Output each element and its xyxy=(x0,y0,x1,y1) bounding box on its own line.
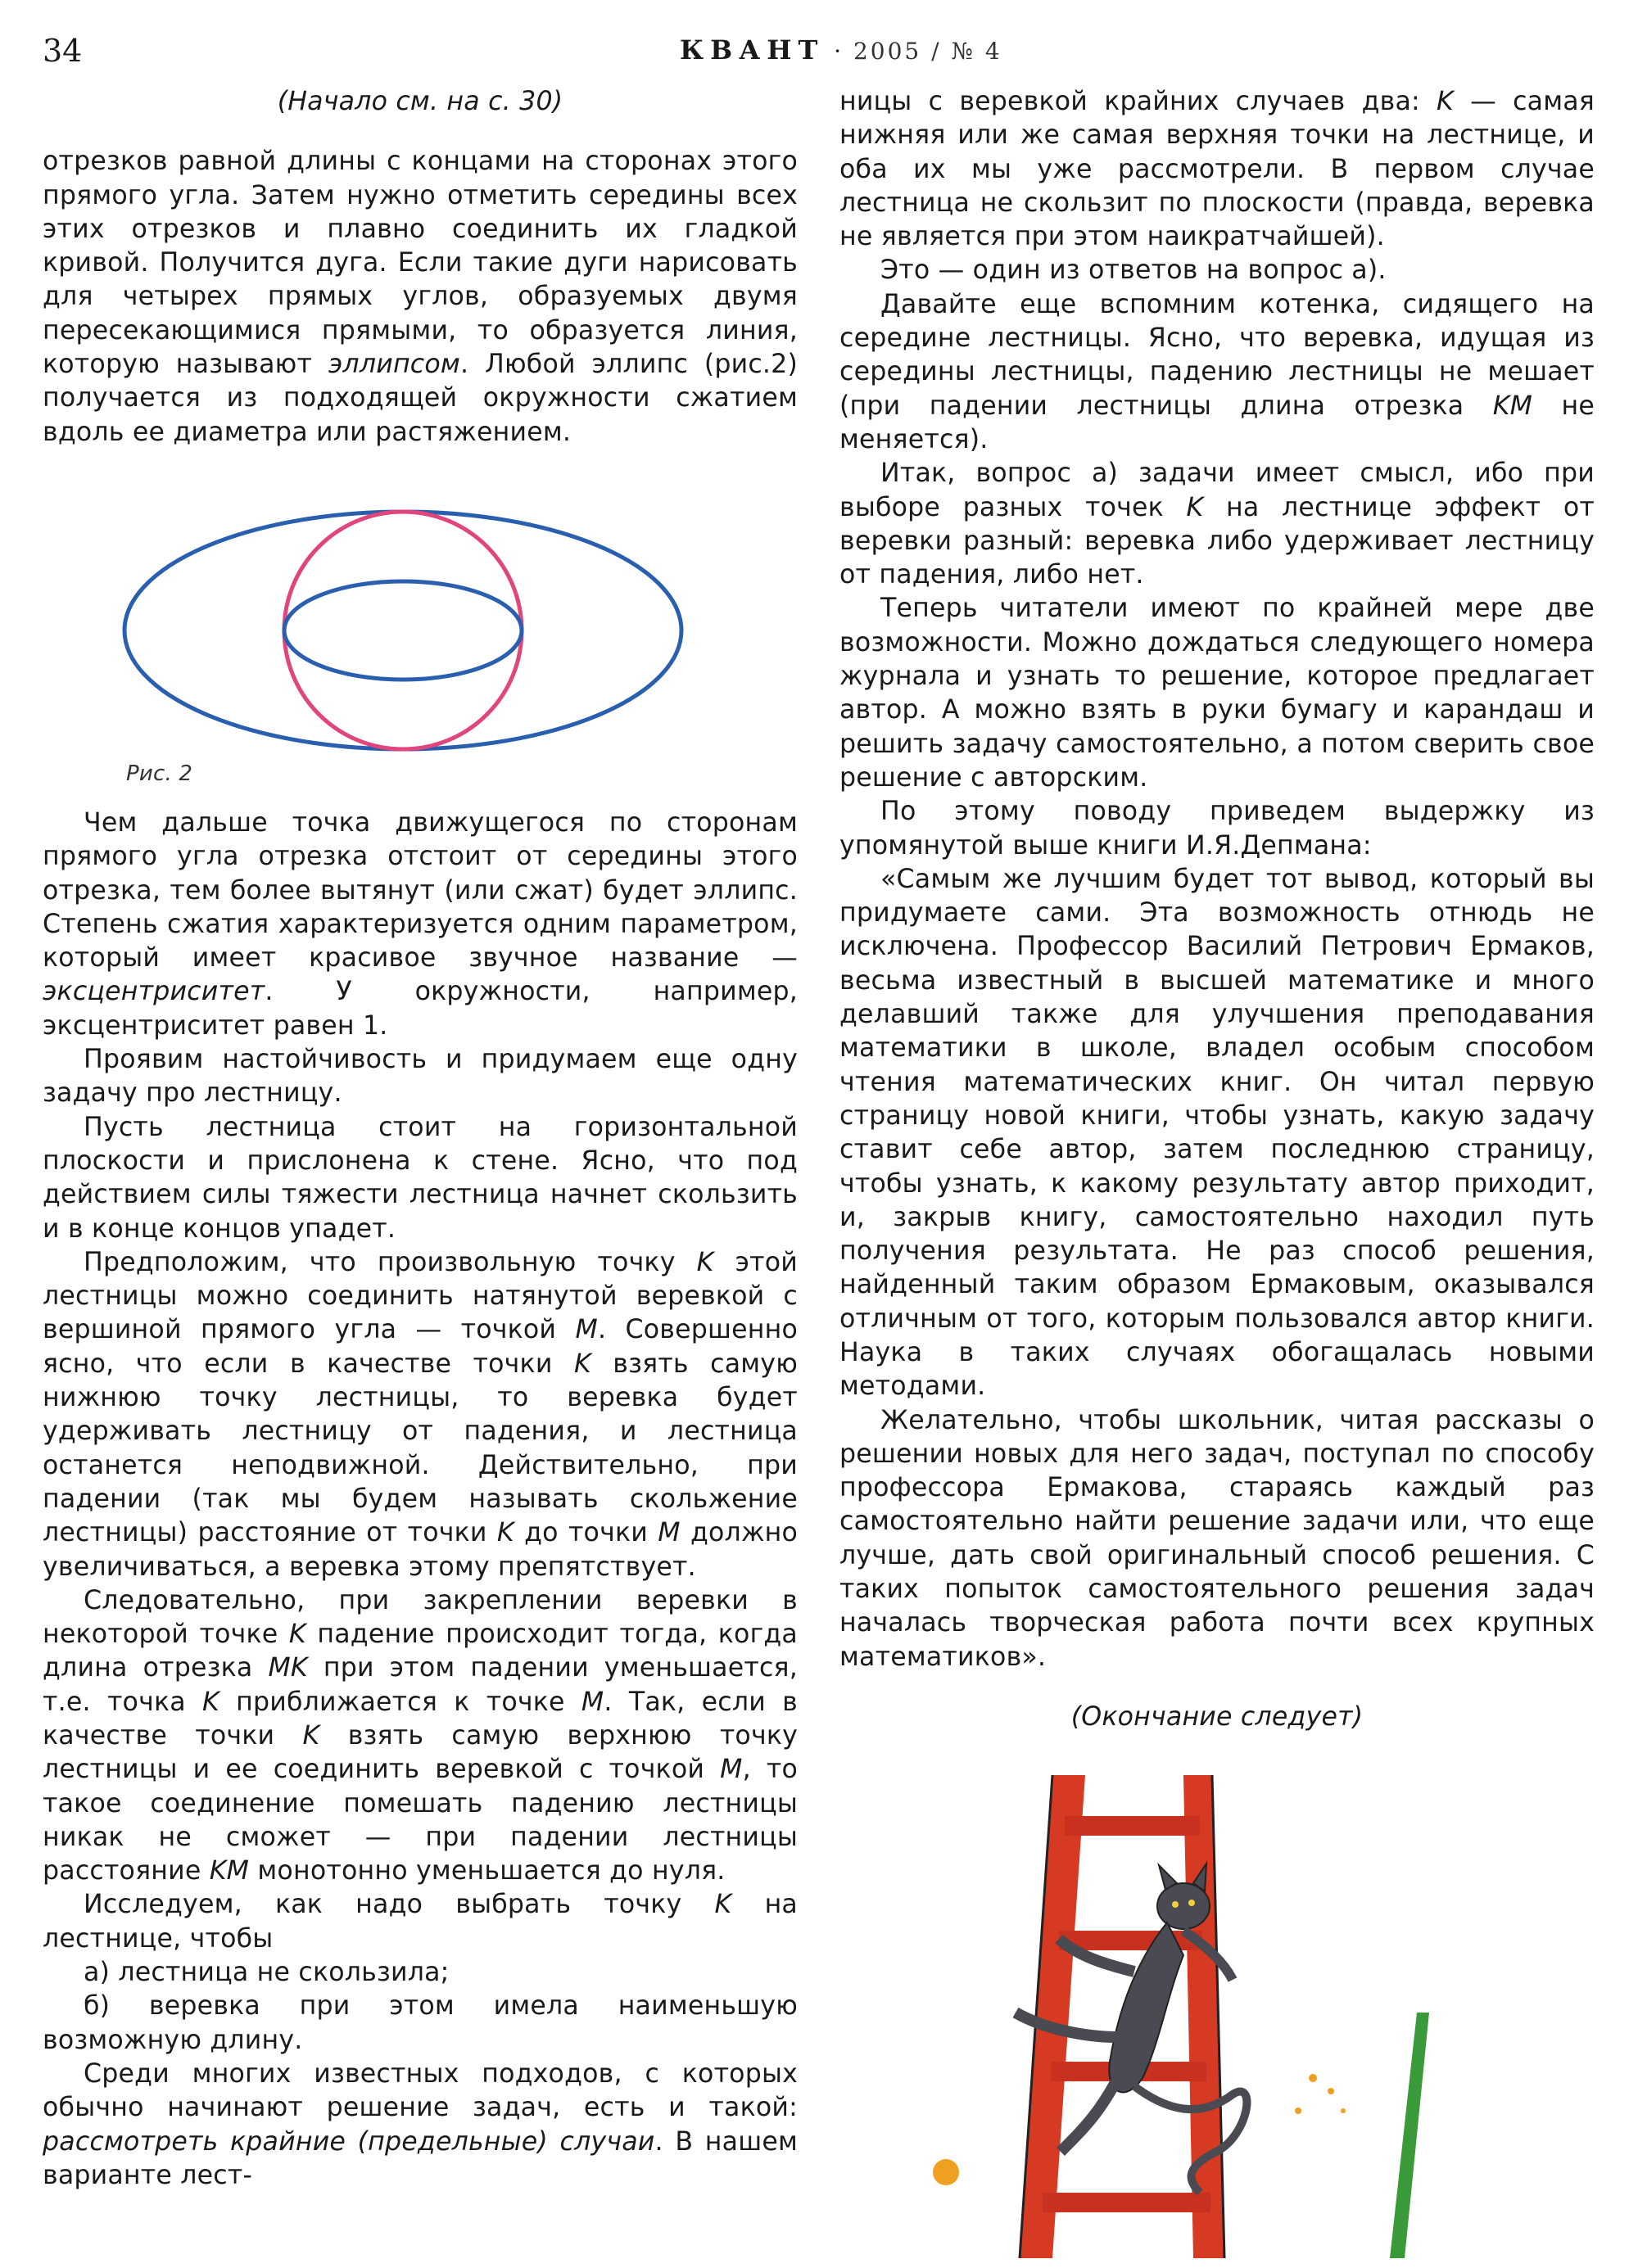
list-item: б) веревка при этом имела наименьшую возможную длину. xyxy=(43,1991,798,2055)
paragraph: Проявим настойчивость и придумаем еще одну задачу про лестницу. xyxy=(43,1045,798,1109)
figure-ellipses xyxy=(43,471,798,798)
ladder-cat-picture xyxy=(839,1767,1595,2258)
paragraph: Давайте еще вспомним котенка, сидящего на середине лестницы. Ясно, что веревка, идущая из середины лестницы, падению лестницы не мешает (при падении лестницы длина отрезка KM не меняется). xyxy=(839,289,1595,454)
paragraph: Среди многих известных подходов, с которых обычно начинают решение задач, есть и такой: рассмотреть крайние (предельные) случаи. В нашем варианте лест- xyxy=(43,2058,798,2190)
cat-on-ladder-illustration xyxy=(839,1767,1595,2225)
paragraph: Теперь читатели имеют по крайней мере две возможности. Можно дождаться следующего номера журнала и узнать то решение, которое предлагает автор. А можно взять в руки бумагу и карандаш и решить задачу самостоятельно, а потом сверить свое решение с авторским. xyxy=(839,594,1595,793)
orange-dot xyxy=(1328,2088,1334,2094)
paragraph: Чем дальше точка движущегося по сторонам прямого угла отрезка отстоит от середины этого отрезка, тем более вытянут (или сжат) будет эллипс. Степень сжатия характеризуется одним параметром, который имеет красивое звучное название — эксцентриситет. У окружности, например, эксцентриситет равен 1. xyxy=(43,807,798,1041)
ladder-rung xyxy=(1043,2193,1210,2212)
ellipse-diagram xyxy=(43,471,798,798)
orange-dot xyxy=(1341,2108,1346,2113)
orange-dot xyxy=(1309,2074,1317,2082)
paragraph: Исследуем, как надо выбрать точку K на лестнице, чтобы xyxy=(43,1890,798,1954)
paragraph: Это — один из ответов на вопрос а). xyxy=(880,255,1387,286)
to-be-continued: (Окончание следует) xyxy=(1070,1701,1364,1732)
issue-number: 2005 / № 4 xyxy=(853,38,1002,65)
paragraph: Желательно, чтобы школьник, читая рассказы о решении новых для него задач, поступал по способу профессора Ермакова, стараясь каждый раз самостоятельно найти решение задачи или, что еще лучше, дать свой оригинальный способ решения. С таких попыток самостоятельного решения задач началась творческая работа почти всех крупных математиков». xyxy=(839,1405,1595,1672)
inner-ellipse xyxy=(284,581,522,680)
right-column xyxy=(839,85,1595,2225)
paragraph: Следовательно, при закреплении веревки в некоторой точке K падение происходит тогда, когда длина отрезка MK при этом падении уменьшается, т.е. точка K приближается к точке M. Так, если в качестве точки K взять самую верхнюю точку лестницы и ее соединить веревкой с точкой M, то такое соединение помешать падению лестницы никак не сможет — при падении лестницы расстояние KM монотонно уменьшается до нуля. xyxy=(43,1585,799,1886)
figure-caption: Рис. 2 xyxy=(126,761,193,786)
outer-ellipse xyxy=(124,512,681,749)
running-head xyxy=(680,34,1024,66)
orange-dot xyxy=(933,2159,959,2185)
quote-paragraph: «Самым же лучшим будет тот вывод, который вы придумаете сами. Эта возможность отнюдь не исключена. Профессор Василий Петрович Ермаков, весьма известный в высшей математике и много делавший также для улучшения преподавания математики в школе, владел особым способом чтения математических книг. Он читал первую страницу новой книги, чтобы узнать, какую задачу ставит себе автор, затем последнюю страницу, чтобы узнать, к какому результату автор приходит, и, закрыв книгу, самостоятельно находил путь получения результата. Не раз способ решения, найденный таким образом Ермаковым, оказывался отличным от того, которым пользовался автор книги. Наука в таких случаях обогащалась новыми методами. xyxy=(839,864,1595,1402)
orange-dot xyxy=(1295,2108,1301,2114)
left-column xyxy=(43,85,798,2193)
green-leaf xyxy=(1390,2013,1429,2258)
page-number: 34 xyxy=(43,33,83,69)
paragraph: По этому поводу приведем выдержку из упомянутой выше книги И.Я.Депмана: xyxy=(839,797,1595,861)
list-item: а) лестница не скользила; xyxy=(84,1958,450,1988)
paragraph: отрезков равной длины с концами на сторонах этого прямого угла. Затем нужно отметить середины всех этих отрезков и плавно соединить их гладкой кривой. Получится дуга. Если такие дуги нарисовать для четырех прямых углов, образуемых двумя пересекающимися прямыми, то образуется линия, которую называют эллипсом. Любой эллипс (рис.2) получается из подходящей окружности сжатием вдоль ее диаметра или растяжением. xyxy=(43,147,798,447)
header-separator: · xyxy=(834,38,844,65)
paragraph: Пусть лестница стоит на горизонтальной плоскости и прислонена к стене. Ясно, что под действием силы тяжести лестница начнет скользить и в конце концов упадет. xyxy=(43,1112,798,1244)
paragraph: ницы с веревкой крайних случаев два: K — самая нижняя или же самая верхняя точки на лестнице, и оба их мы уже рассмотрели. В первом случае лестница не скользит по плоскости (правда, веревка не является при этом наикратчайшей). xyxy=(839,87,1595,252)
paragraph: Итак, вопрос а) задачи имеет смысл, ибо при выборе разных точек K на лестнице эффект от веревки разный: веревка либо удерживает лестницу от падения, либо нет. xyxy=(839,459,1595,590)
paragraph: Предположим, что произвольную точку K этой лестницы можно соединить натянутой веревкой с вершиной прямого угла — точкой M. Совершенно ясно, что если в качестве точки K взять самую нижнюю точку лестницы, то веревка будет удерживать лестницу от падения, и лестница останется неподвижной. Действительно, при падении (так мы будем называть скольжение лестницы) расстояние от точки K до точки M должно увеличиваться, а веревка этому препятствует. xyxy=(43,1247,799,1582)
continuation-note: (Начало см. на с. 30) xyxy=(277,87,563,116)
magazine-name: КВАНТ xyxy=(680,34,825,66)
ladder-rung xyxy=(1065,1816,1200,1836)
circle xyxy=(284,512,522,749)
